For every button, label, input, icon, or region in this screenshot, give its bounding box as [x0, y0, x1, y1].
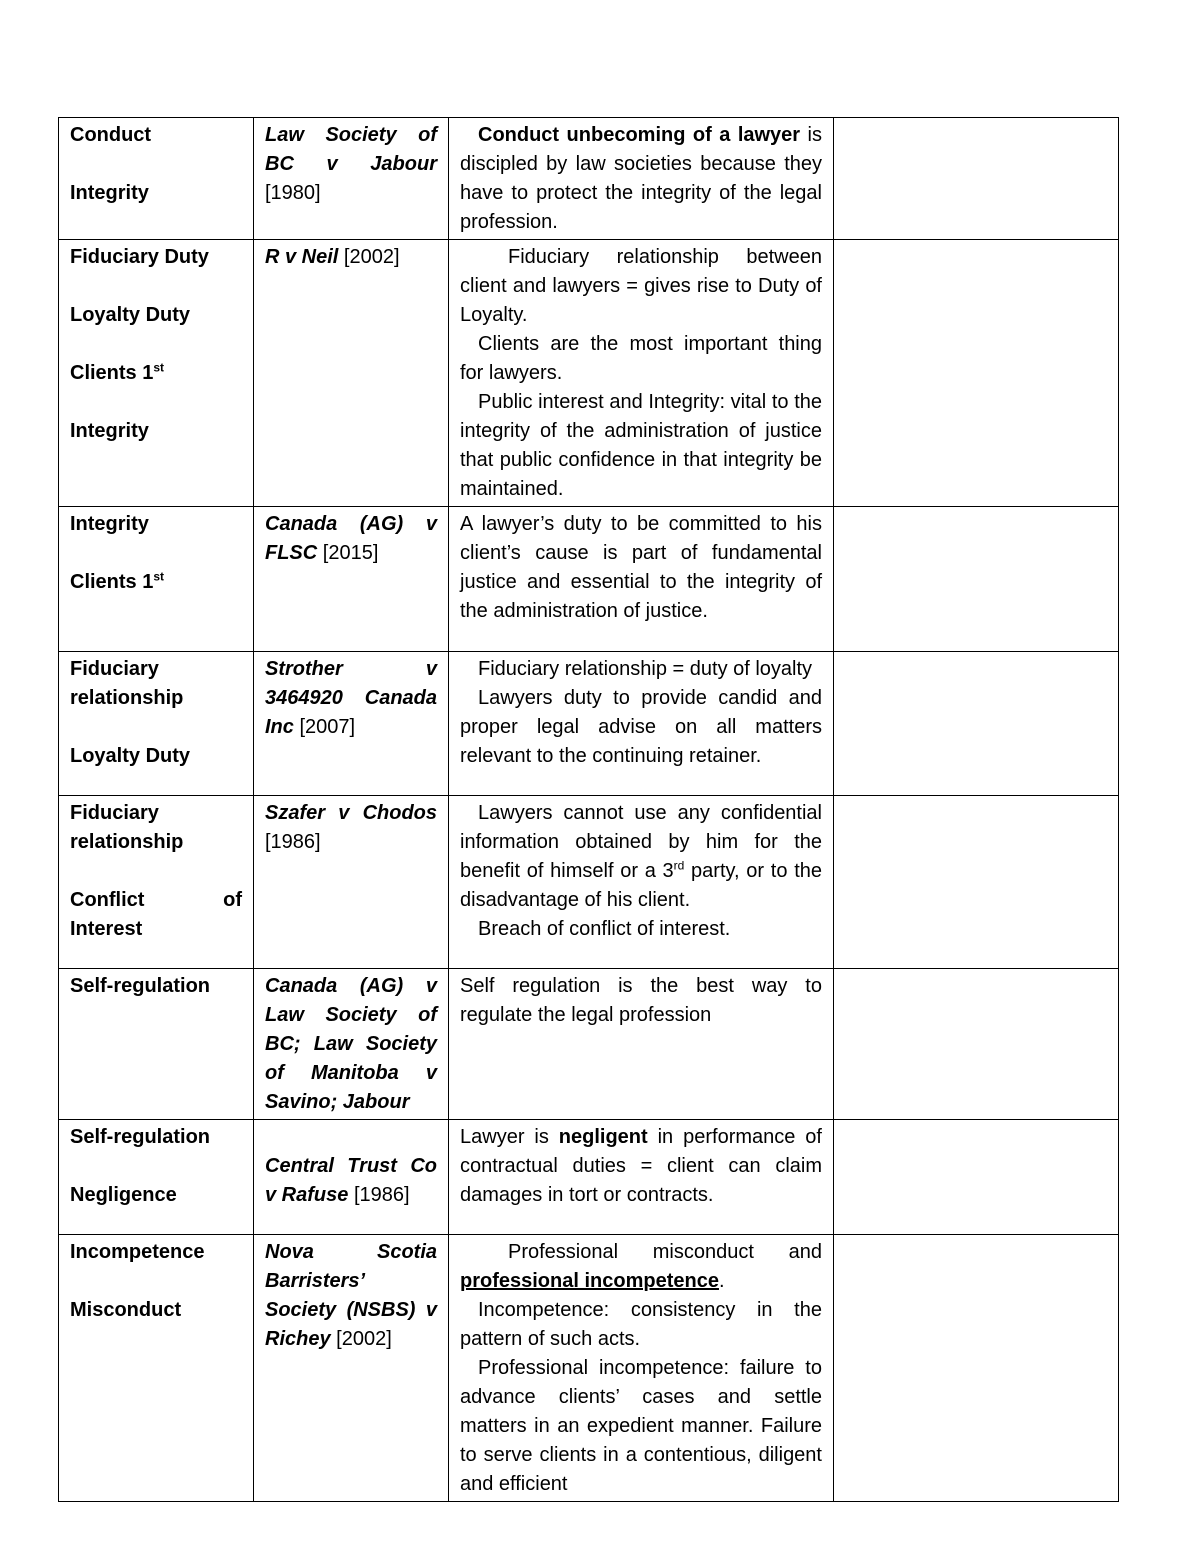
- topic-text: Clients 1: [70, 571, 154, 593]
- topic: Incompetence: [70, 1241, 205, 1263]
- description-paragraph: Professional incompetence: failure to advance clients’ cases and settle matters in an expedient manner. Failure to serve clients in a contentious, diligent and efficient: [460, 1357, 822, 1495]
- description-paragraph: Public interest and Integrity: vital to the integrity of the administration of justice that public confidence in that integrity be maintained.: [460, 391, 822, 500]
- case-name: Canada (AG) v Law Society of BC; Law Society of Manitoba v Savino; Jabour: [265, 975, 437, 1113]
- description-paragraph: Self regulation is the best way to regulate the legal profession: [460, 975, 822, 1026]
- topic: [70, 359, 242, 388]
- topic-cell: [59, 652, 254, 796]
- topic: Self-regulation: [70, 1126, 211, 1148]
- case-year: [1986]: [265, 831, 321, 853]
- description-paragraph: Clients are the most important thing for lawyers.: [460, 333, 822, 384]
- description-cell: [449, 796, 834, 969]
- topic-cell: [59, 507, 254, 652]
- description-cell: [449, 1120, 834, 1235]
- topic: Loyalty Duty: [70, 304, 191, 326]
- notes-cell: [834, 1120, 1119, 1235]
- case-year: [2002]: [336, 1328, 392, 1350]
- topic: Negligence: [70, 1184, 177, 1206]
- description-cell: [449, 507, 834, 652]
- table-row: [59, 796, 1119, 969]
- notes-cell: [834, 118, 1119, 240]
- topic: Fiduciary relationship: [70, 658, 184, 709]
- table-row: [59, 652, 1119, 796]
- case-name: R v Neil: [265, 246, 339, 268]
- topic: Conduct: [70, 124, 152, 146]
- superscript: st: [153, 569, 165, 584]
- notes-cell: [834, 1235, 1119, 1502]
- topic-cell: [59, 1235, 254, 1502]
- description-paragraph: [460, 121, 822, 237]
- case-cell: [254, 1235, 449, 1502]
- case-cell: [254, 796, 449, 969]
- case-name: Canada (AG) v FLSC: [265, 513, 437, 564]
- table-row: [59, 118, 1119, 240]
- case-name: Central Trust Co v Rafuse: [265, 1155, 437, 1206]
- case-law-table: [58, 117, 1119, 1502]
- case-name: Szafer v Chodos: [265, 802, 437, 824]
- case-cell: [254, 652, 449, 796]
- description-paragraph: Incompetence: consistency in the pattern of such acts.: [460, 1299, 822, 1350]
- topic: Fiduciary relationship: [70, 802, 184, 853]
- table-row: [59, 507, 1119, 652]
- topic: Self-regulation: [70, 975, 211, 997]
- topic: Integrity: [70, 420, 149, 442]
- case-cell: [254, 507, 449, 652]
- notes-cell: [834, 796, 1119, 969]
- notes-cell: [834, 507, 1119, 652]
- description-paragraph: Fiduciary relationship = duty of loyalty: [478, 658, 813, 680]
- description-cell: [449, 1235, 834, 1502]
- notes-cell: [834, 969, 1119, 1120]
- case-cell: [254, 240, 449, 507]
- topic-text: Clients 1: [70, 362, 154, 384]
- description-paragraph: Lawyers duty to provide candid and proper legal advise on all matters relevant to the continuing retainer.: [460, 687, 822, 767]
- topic: Integrity: [70, 182, 149, 204]
- description-text: Lawyer is: [460, 1126, 559, 1148]
- description-cell: [449, 969, 834, 1120]
- case-year: [2002]: [343, 246, 400, 268]
- topic-cell: [59, 969, 254, 1120]
- case-year: [1986]: [353, 1184, 410, 1206]
- description-text: Professional misconduct and: [508, 1241, 822, 1263]
- description-paragraph: A lawyer’s duty to be committed to his client’s cause is part of fundamental justice and essential to the integrity of the administration of justice.: [460, 513, 822, 622]
- description-text: in performance of contractual duties = client can claim damages in tort or contracts.: [460, 1126, 822, 1206]
- table-row: [59, 1120, 1119, 1235]
- table-row: [59, 1235, 1119, 1502]
- table-row: [59, 240, 1119, 507]
- case-year: [2007]: [299, 716, 356, 738]
- case-cell: [254, 1120, 449, 1235]
- description-text: Lawyers cannot use any confidential information obtained by him for the benefit of himself or a 3: [460, 802, 822, 882]
- topic-cell: [59, 118, 254, 240]
- case-cell: [254, 118, 449, 240]
- description-paragraph: [460, 1123, 822, 1210]
- description-cell: [449, 652, 834, 796]
- topic: Fiduciary Duty: [70, 246, 209, 268]
- topic-cell: [59, 1120, 254, 1235]
- topic: Misconduct: [70, 1299, 182, 1321]
- topic: [70, 568, 242, 597]
- description-cell: [449, 240, 834, 507]
- description-emphasis: negligent: [558, 1126, 648, 1148]
- topic: Loyalty Duty: [70, 745, 191, 767]
- description-emphasis: Conduct unbecoming of a lawyer: [478, 124, 801, 146]
- description-text: party, or to the disadvantage of his client.: [460, 860, 822, 911]
- topic-cell: [59, 240, 254, 507]
- notes-cell: [834, 240, 1119, 507]
- case-year: [2015]: [322, 542, 379, 564]
- topic: Integrity: [70, 513, 149, 535]
- case-name: Strother v 3464920 Canada Inc: [265, 658, 437, 738]
- description-paragraph: Breach of conflict of interest.: [478, 918, 731, 940]
- description-paragraph: [460, 799, 822, 915]
- table-row: [59, 969, 1119, 1120]
- description-cell: [449, 118, 834, 240]
- description-text: .: [718, 1270, 725, 1292]
- superscript: rd: [673, 858, 685, 873]
- case-name: Law Society of BC v Jabour: [265, 124, 437, 175]
- case-year: [1980]: [265, 182, 321, 204]
- description-text: is discipled by law societies because they have to protect the integrity of the legal profession.: [460, 124, 822, 233]
- description-paragraph: [460, 1238, 822, 1296]
- superscript: st: [153, 360, 165, 375]
- topic-cell: [59, 796, 254, 969]
- notes-cell: [834, 652, 1119, 796]
- description-paragraph: Fiduciary relationship between client and lawyers = gives rise to Duty of Loyalty.: [460, 246, 822, 326]
- topic: Conflict of Interest: [70, 889, 242, 940]
- case-cell: [254, 969, 449, 1120]
- description-emphasis: professional incompetence: [460, 1270, 719, 1292]
- case-name: Nova Scotia Barristers’ Society (NSBS) v Richey: [265, 1241, 437, 1350]
